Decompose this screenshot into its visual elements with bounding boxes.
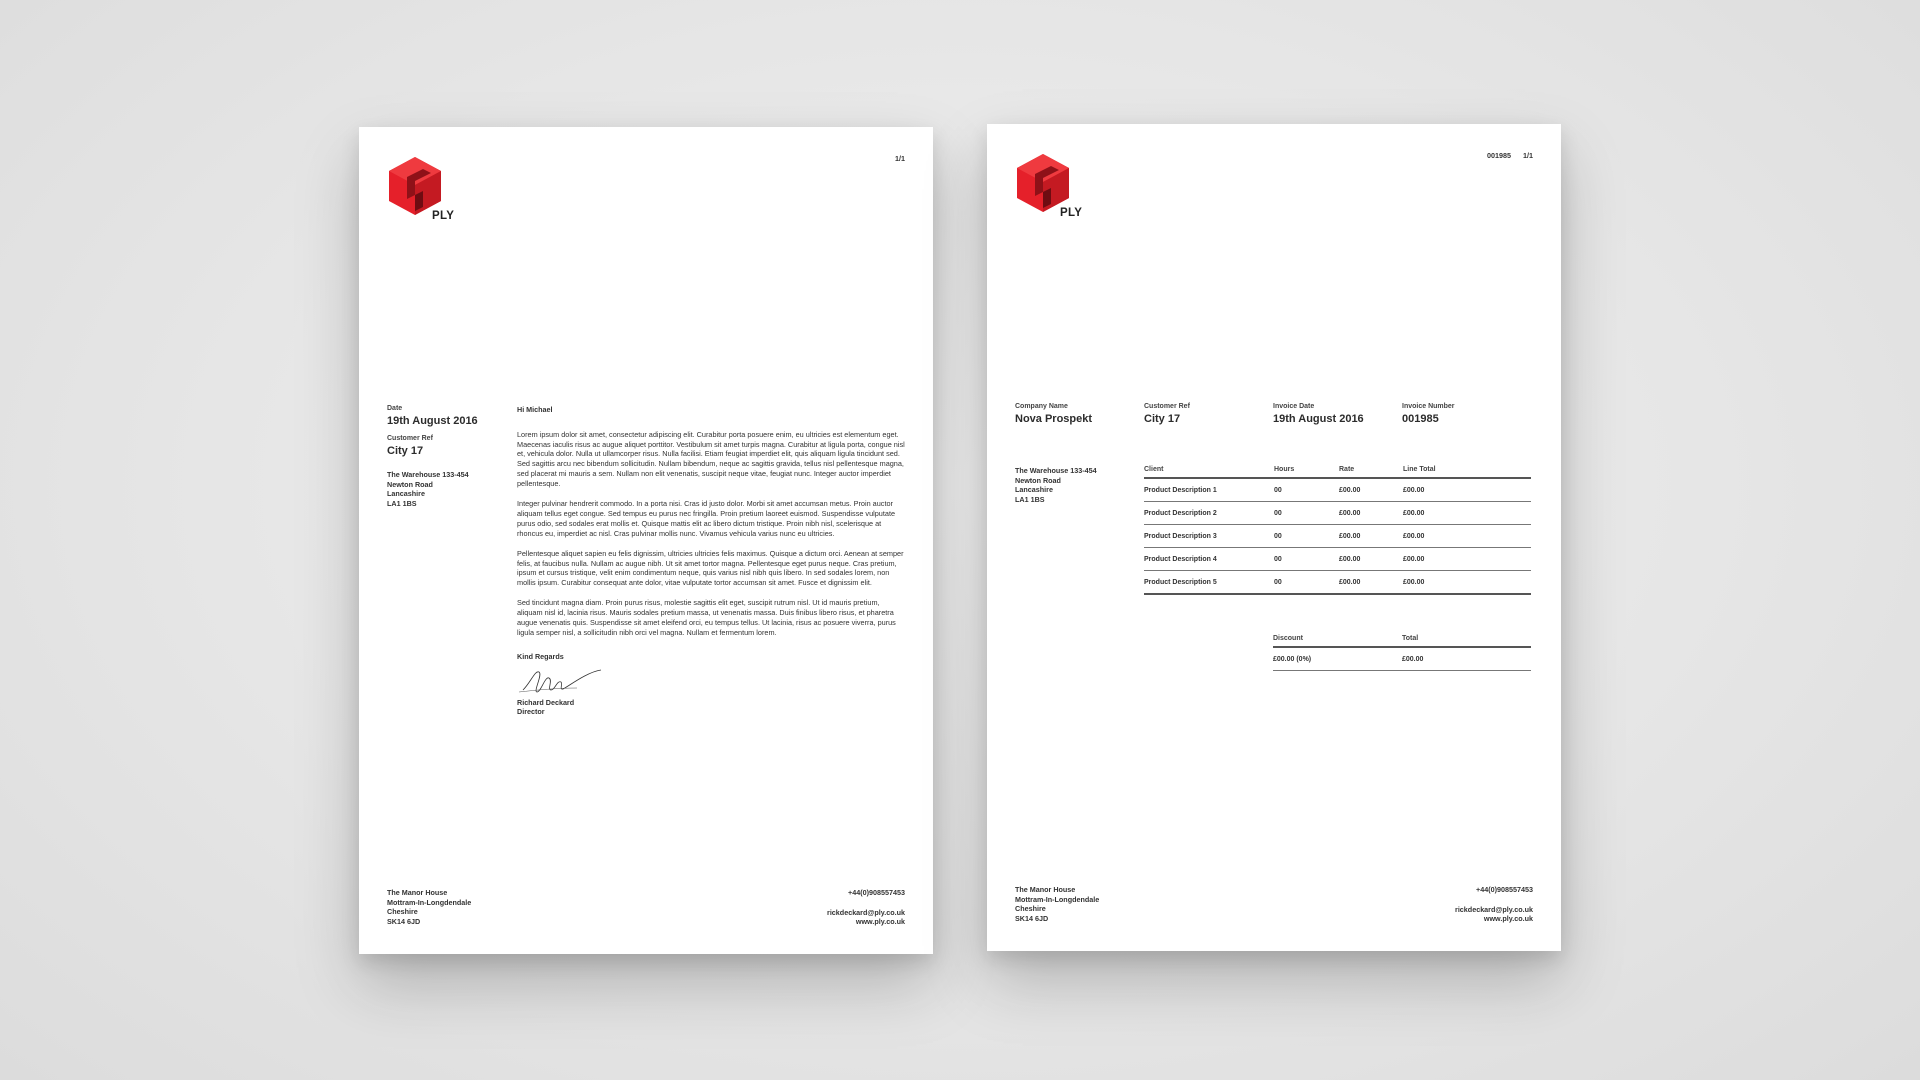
- footer-address-line: The Manor House: [1015, 885, 1076, 894]
- address-line: Newton Road: [387, 479, 433, 489]
- invoice-number-value: 001985: [1402, 413, 1439, 425]
- address-line: Lancashire: [387, 489, 425, 499]
- signer-title: Director: [517, 707, 545, 717]
- footer-address: [1015, 885, 1099, 923]
- header-invoice-number: 001985: [1487, 151, 1511, 160]
- column-header: Total: [1402, 635, 1531, 647]
- line-items-table: [1144, 466, 1531, 595]
- table-row: [1144, 571, 1531, 595]
- paragraph: Pellentesque aliquet sapien eu felis dignissim, ultricies ultricies felis maximus. Quisque a dictum orci. Aenean at semper felis, at faucibus nulla. Nullam ac augue nibh. Ut sit amet tortor magna. Pellentesque eget purus neque. Cras pretium, ipsum et cursus tristique, velit enim condimentum neque, quis varius nisl nibh quis libero. In sed sodales lorem, non mollis ipsum. Curabitur consequat ante dolor, vitae vulputate tortor accumsan sit amet. Fusce et dignissim elit.: [517, 548, 904, 588]
- totals-header-row: [1273, 635, 1531, 647]
- invoice-date-block: [1273, 403, 1393, 425]
- table-cell: £00.00: [1339, 478, 1403, 502]
- address-line: Newton Road: [1015, 475, 1061, 485]
- table-cell: £00.00: [1403, 502, 1531, 525]
- email-link[interactable]: rickdeckard@ply.co.uk: [1455, 904, 1533, 914]
- table-cell: £00.00: [1403, 525, 1531, 548]
- customer-ref-value: City 17: [387, 445, 424, 457]
- table-cell: Product Description 2: [1144, 502, 1274, 525]
- letter-body: [517, 405, 907, 717]
- ply-logo: [387, 155, 457, 225]
- totals-table: [1273, 635, 1531, 671]
- column-header: Rate: [1339, 466, 1403, 478]
- letter-paragraphs: [517, 430, 907, 638]
- date-label: Date: [387, 405, 403, 412]
- company-name-value: Nova Prospekt: [1015, 413, 1093, 425]
- table-cell: Product Description 4: [1144, 548, 1274, 571]
- recipient-address: [387, 470, 497, 508]
- footer-address-line: Cheshire: [1015, 904, 1046, 914]
- page-number: 1/1: [895, 154, 905, 163]
- footer-address-line: Mottram-In-Longdendale: [387, 897, 472, 907]
- company-name-block: [1015, 403, 1135, 425]
- table-cell: 00: [1274, 571, 1339, 595]
- company-name-label: Company Name: [1015, 403, 1068, 410]
- table-cell: Product Description 3: [1144, 525, 1274, 548]
- email-link[interactable]: rickdeckard@ply.co.uk: [827, 907, 905, 917]
- signature-icon: [517, 662, 617, 698]
- paragraph: Integer pulvinar hendrerit commodo. In a porta nisi. Cras id justo dolor. Morbi sit amet accumsan metus. Proin auctor aliquam tellus eget congue. Sed tempus eu purus nec fringilla. Proin pretium laoreet euismod. Suspendisse vulputate purus odio, sed sodales erat mollis et. Quisque mattis elit ac libero dictum tristique. Proin nibh nisl, scelerisque at rhoncus eu, imperdiet ac nisl. Cras pulvinar mollis nunc. Vivamus vehicula varius nunc eu ultricies.: [517, 499, 896, 538]
- footer-contact: [827, 888, 905, 927]
- table-header-row: [1144, 466, 1531, 478]
- footer-contact: [1455, 885, 1533, 924]
- phone-number: +44(0)908557453: [848, 888, 905, 897]
- table-cell: 00: [1274, 478, 1339, 502]
- website-link[interactable]: www.ply.co.uk: [855, 917, 905, 927]
- brand-name: PLY: [432, 210, 455, 222]
- table-cell: Product Description 1: [1144, 478, 1274, 502]
- table-row: [1144, 478, 1531, 502]
- paragraph: Lorem ipsum dolor sit amet, consectetur adipiscing elit. Curabitur porta posuere enim, eu ultricies est elementum eget. Maecenas iaculis risus ac augue aliquet porttitor. Vestibulum sit amet turpis magna. Curabitur at ligula porta, congue nisl et, vehicula dolor. Nulla ut ullamcorper risus. Nulla facilisi. Etiam feugiat imperdiet elit, quis aliquam ligula tincidunt sed. Sed sagittis arcu nec bibendum sollicitudin. Nullam bibendum, neque ac sagittis gravida, tellus nisl pellentesque magna, sed placerat mi mauris a sem. Nullam non elit venenatis, suscipit neque vitae, feugiat nunc. Integer auctor imperdiet pellentesque.: [517, 429, 905, 489]
- table-cell: £00.00: [1339, 525, 1403, 548]
- letterhead-page: [359, 127, 933, 954]
- table-cell: £00.00: [1403, 478, 1531, 502]
- table-cell: 00: [1274, 548, 1339, 571]
- footer-address-line: Cheshire: [387, 907, 418, 917]
- footer-address-line: SK14 6JD: [387, 916, 421, 926]
- invoice-date-value: 19th August 2016: [1273, 413, 1364, 425]
- brand-name: PLY: [1060, 207, 1083, 219]
- paragraph: Sed tincidunt magna diam. Proin purus risus, molestie sagittis elit eget, suscipit rutrum nisl. Ut id mauris pretium, aliquam nisl id, lacinia risus. Mauris sodales pretium massa, ut venenatis massa. Duis finibus libero risus, et pharetra augue venenatis quis. Suspendisse sit amet eleifend orci, eu tempus tellus. Ut lacinia, risus ac posuere viverra, purus ligula semper nisl, a sollicitudin nibh orci vel magna. Nullam et fermentum lorem.: [517, 598, 896, 637]
- website-link[interactable]: www.ply.co.uk: [1483, 914, 1533, 924]
- table-row: [1144, 548, 1531, 571]
- footer-address-line: The Manor House: [387, 888, 448, 897]
- table-cell: £00.00: [1403, 548, 1531, 571]
- footer-address-line: SK14 6JD: [1015, 913, 1049, 923]
- totals-row: [1273, 647, 1531, 671]
- table-row: [1144, 525, 1531, 548]
- table-cell: £00.00: [1339, 571, 1403, 595]
- phone-number: +44(0)908557453: [1476, 885, 1533, 894]
- greeting: Hi Michael: [517, 405, 553, 414]
- closing: Kind Regards: [517, 651, 564, 661]
- customer-ref-label: Customer Ref: [1144, 403, 1190, 410]
- table-cell: £00.00: [1339, 502, 1403, 525]
- invoice-header-meta: [1487, 151, 1533, 161]
- total-value: £00.00: [1402, 647, 1531, 671]
- address-line: The Warehouse 133-454: [1015, 466, 1097, 475]
- column-header: Hours: [1274, 466, 1339, 478]
- footer-address: [387, 888, 471, 926]
- table-row: [1144, 502, 1531, 525]
- client-address: [1015, 466, 1097, 504]
- discount-value: £00.00 (0%): [1273, 647, 1402, 671]
- letter-info-column: [387, 405, 497, 508]
- column-header: Line Total: [1403, 466, 1531, 478]
- signer-name: Richard Deckard: [517, 697, 575, 707]
- page-number: 1/1: [1523, 151, 1533, 160]
- table-cell: £00.00: [1403, 571, 1531, 595]
- table-cell: 00: [1274, 502, 1339, 525]
- customer-ref-block: [1144, 403, 1264, 425]
- customer-ref-value: City 17: [1144, 413, 1181, 425]
- invoice-page: [987, 124, 1561, 951]
- table-cell: Product Description 5: [1144, 571, 1274, 595]
- customer-ref-label: Customer Ref: [387, 435, 433, 442]
- column-header: Client: [1144, 466, 1274, 478]
- date-value: 19th August 2016: [387, 415, 478, 427]
- table-cell: 00: [1274, 525, 1339, 548]
- ply-logo: [1015, 152, 1085, 222]
- address-line: LA1 1BS: [387, 498, 417, 508]
- column-header: Discount: [1273, 635, 1402, 647]
- address-line: LA1 1BS: [1015, 494, 1045, 504]
- address-line: The Warehouse 133-454: [387, 470, 469, 479]
- footer-address-line: Mottram-In-Longdendale: [1015, 894, 1100, 904]
- invoice-number-block: [1402, 403, 1522, 425]
- table-cell: £00.00: [1339, 548, 1403, 571]
- invoice-date-label: Invoice Date: [1273, 403, 1315, 410]
- address-line: Lancashire: [1015, 485, 1053, 495]
- invoice-number-label: Invoice Number: [1402, 403, 1455, 410]
